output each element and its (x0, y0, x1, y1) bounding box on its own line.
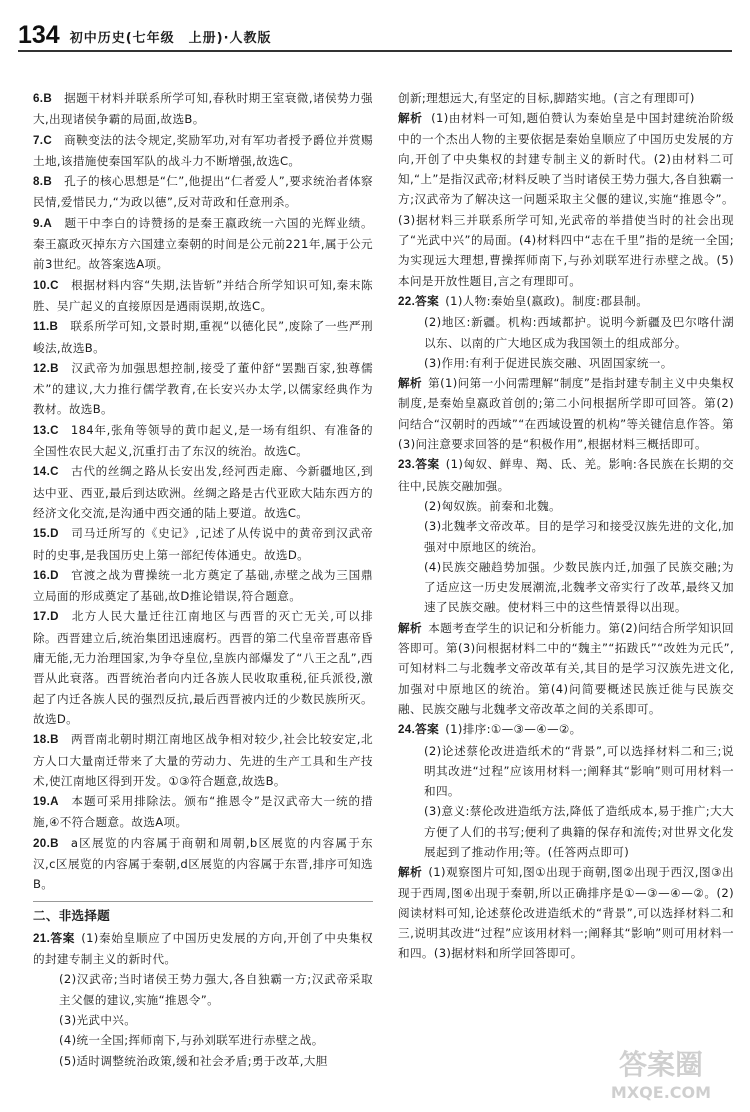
answer-item (33, 565, 373, 607)
book-title: 初中历史(七年级 上册)·人教版 (69, 31, 272, 46)
answer-number: 17.D (33, 610, 59, 624)
answer-line-text: (1)匈奴、鲜卑、羯、氐、羌。影响:各民族在长期的交往中,民族交融加强。 (398, 457, 734, 493)
answer-line (398, 719, 734, 740)
answer-text: 古代的丝绸之路从长安出发,经河西走廊、今新疆地区,到达中亚、西亚,最后到达欧洲。丝绸之路是古代亚欧大陆东西方的经济文化交流,是沟通中西交通的陆上要道。故选C。 (33, 464, 373, 520)
section-title: 二、非选择题 (33, 901, 373, 926)
answer-line (33, 928, 373, 970)
answer-item (33, 420, 373, 462)
answer-text: 北方人民大量迁往江南地区与西晋的灭亡无关,可以排除。西晋建立后,统治集团迅速腐朽。西晋的第二代皇帝晋惠帝昏庸无能,无力治理国家,为争夺皇位,皇族内部爆发了“八王之乱”,西晋从此衰落。西晋统治者向内迁各族人民收取重税,征兵派役,激起了内迁各族人民的强烈反抗,最后西晋被内迁的少数民族所灭。故选D。 (33, 609, 373, 726)
answer-text: 司马迁所写的《史记》,记述了从传说中的黄帝到汉武帝时的史事,是我国历史上第一部纪传体通史。故选D。 (33, 526, 373, 562)
answer-item (33, 171, 373, 213)
analysis-text: 第(1)问第一小问需理解“制度”是指封建专制主义中央集权制度,是秦始皇嬴政首创的;第二小问根据所学即可回答。第(2)问结合“汉朝时的西域”“在西域设置的机构”等关键信息作答。第(3)问注意要求回答的是“积极作用”,根据材料三概括即可。 (398, 376, 734, 452)
analysis-text: (1)由材料一可知,题伯赞认为秦始皇是中国封建统治阶级中的一个杰出人物的主要依据是秦始皇顺应了中国历史发展的方向,开创了中央集权的封建专制主义的新时代。(2)由材料二可知,“上”是指汉武帝;材料反映了当时诸侯王势力强大,各自独霸一方;汉武帝为了解决这一问题采取主父偃的建议,实施“推恩令”。(3)据材料三并联系所学可知,光武帝的举措使当时的社会出现了“光武中兴”的局面。(4)材料四中“志在千里”指的是统一全国;为实现远大理想,曹操挥师南下,与孙刘联军进行赤壁之战。(5)本问是开放性题目,言之有理即可。 (398, 111, 735, 288)
question-21 (33, 928, 373, 1071)
answer-line (33, 969, 373, 1010)
question-number: 21. (33, 931, 51, 945)
answer-number: 7.C (33, 133, 53, 147)
answer-number: 10.C (33, 278, 59, 292)
analysis-text: 本题考查学生的识记和分析能力。第(2)问结合所学知识回答即可。第(3)问根据材料二中的“魏主”“拓跋氏”“改姓为元氏”,可知材料二与北魏孝文帝改革有关,其目的是学习汉族先进文化,加强对中原地区的统治。第(4)问简要概述民族迁徙与民族交融、民族交融与北魏孝文帝改革之间的关系即可。 (398, 620, 735, 716)
answer-text: 184年,张角等领导的黄巾起义,是一场有组织、有准备的全国性农民大起义,沉重打击了东汉的统治。故选C。 (33, 422, 373, 459)
answer-item (33, 791, 373, 833)
answer-item (33, 523, 373, 565)
answer-number: 12.B (33, 361, 59, 375)
q21-continuation: 创新;理想远大,有坚定的目标,脚踏实地。(言之有理即可) (398, 91, 695, 105)
answer-text: a区展览的内容属于商朝和周朝,b区展览的内容属于东汉,c区展览的内容属于秦朝,d区展览的内容属于东晋,排序可知选B。 (33, 835, 373, 892)
page-number: 134 (18, 21, 60, 49)
question-24 (398, 719, 734, 964)
answer-line-text: (3)北魏孝文帝改革。目的是学习和接受汉族先进的文化,加强对中原地区的统治。 (424, 519, 734, 554)
analysis-tag: 解析 (398, 376, 422, 391)
header-divider (18, 50, 732, 52)
answer-line (398, 291, 734, 312)
analysis-tag: 解析 (398, 865, 423, 880)
answer-text: 两晋南北朝时期江南地区战争相对较少,社会比较安定,北方人口大量南迁带来了大量的劳动力、先进的生产工具和生产技术,使江南地区得到开发。①③符合题意,故选B。 (33, 732, 373, 788)
answer-text: 据题干材料并联系所学可知,春秋时期王室衰微,诸侯势力强大,出现诸侯争霸的局面,故选B。 (33, 91, 373, 127)
answer-line (398, 353, 734, 373)
question-number: 23. (398, 458, 416, 472)
answer-line (398, 741, 734, 802)
answer-text: 汉武帝为加强思想控制,接受了董仲舒“罢黜百家,独尊儒术”的建议,大力推行儒学教育,在长安兴办太学,以儒家经典作为教材。故选B。 (33, 360, 373, 417)
answer-number: 18.B (33, 733, 59, 747)
answer-item (33, 833, 373, 895)
watermark-text-1: 答案圈 (618, 1048, 704, 1081)
analysis (398, 862, 734, 963)
answer-line (398, 516, 734, 557)
answer-line-text: (3)意义:蔡伦改进造纸方法,降低了造纸成本,易于推广;大大方便了人们的书写;便利了典籍的保存和流传;对世界文化发展起到了推动作用;等。(任答两点即可) (424, 804, 734, 859)
answer-line (33, 1030, 373, 1050)
analysis (398, 373, 734, 454)
question-number: 22. (398, 294, 416, 308)
answer-line (398, 454, 734, 496)
answer-item (33, 606, 373, 729)
answer-line-text: (1)秦始皇顺应了中国历史发展的方向,开创了中央集权的封建专制主义的新时代。 (33, 930, 373, 967)
answer-number: 13.C (33, 423, 59, 437)
answer-line (33, 1010, 373, 1030)
answer-tag: 答案 (415, 293, 440, 308)
answer-line (33, 1051, 373, 1071)
answer-text: 联系所学可知,文景时期,重视“以德化民”,废除了一些严刑峻法,故选B。 (33, 319, 373, 355)
answer-item (33, 130, 373, 172)
answer-item (33, 88, 373, 130)
answer-number: 16.D (33, 568, 59, 582)
answer-number: 15.D (33, 527, 59, 541)
answer-item (33, 729, 373, 791)
answer-tag: 答案 (415, 722, 440, 737)
answer-number: 11.B (33, 320, 59, 334)
answer-item (33, 275, 373, 317)
answer-text: 官渡之战为曹操统一北方奠定了基础,赤壁之战为三国鼎立局面的形成奠定了基础,故D推论错误,符合题意。 (33, 567, 373, 604)
answer-line (398, 557, 734, 618)
answer-text: 根据材料内容“失期,法皆斩”并结合所学知识可知,秦末陈胜、吴广起义的直接原因是遇雨误期,故选C。 (33, 277, 373, 313)
answer-line-text: (2)匈奴族。前秦和北魏。 (424, 498, 561, 513)
question-22 (398, 291, 734, 454)
answer-line-text: (3)光武中兴。 (59, 1013, 137, 1028)
answer-text: 本题可采用排除法。颁布“推恩令”是汉武帝大一统的措施,④不符合题意。故选A项。 (33, 794, 373, 830)
analysis-tag: 解析 (398, 111, 423, 126)
answer-line-text: (5)适时调整统治政策,缓和社会矛盾;勇于改革,大胆 (59, 1053, 328, 1068)
answer-tag: 答案 (415, 457, 440, 472)
answer-line-text: (1)人物:秦始皇(嬴政)。制度:郡县制。 (445, 293, 649, 308)
answer-line-text: (2)论述蔡伦改进造纸术的“背景”,可以选择材料二和三;说明其改进“过程”应该用材料一;阐释其“影响”则可用材料一和四。 (424, 743, 734, 799)
answer-text: 商鞅变法的法令规定,奖励军功,对有军功者授予爵位并赏赐土地,该措施使秦国军队的战斗力不断增强,故选C。 (33, 132, 373, 168)
analysis-tag: 解析 (398, 620, 423, 635)
question-23 (398, 454, 734, 719)
answer-tag: 答案 (50, 930, 76, 945)
left-column (33, 88, 373, 1071)
q21-analysis (398, 108, 734, 291)
answer-line (398, 496, 734, 516)
right-column (398, 88, 734, 964)
analysis-text: (1)观察图片可知,图①出现于商朝,图②出现于西汉,图③出现于西周,图④出现于秦朝,所以正确排序是①—③—④—②。(2)阅读材料可知,论述蔡伦改进造纸术的“背景”,可以选择材料二和三,说明其改进“过程”应该用材料一;阐释其“影响”则可用材料一和四。(3)据材料和所学回答即可。 (398, 865, 734, 961)
answer-line (398, 312, 734, 353)
answer-item (33, 316, 373, 358)
answer-line-text: (2)地区:新疆。机构:西域都护。说明今新疆及巴尔喀什湖以东、以南的广大地区成为我国领土的组成部分。 (424, 315, 734, 350)
answer-number: 14.C (33, 465, 59, 479)
answer-line-text: (3)作用:有利于促进民族交融、巩固国家统一。 (424, 355, 673, 370)
answer-line-text: (1)排序:①—③—④—②。 (445, 722, 582, 737)
answer-number: 20.B (33, 836, 59, 850)
answer-item (33, 358, 373, 420)
answer-number: 8.B (33, 175, 53, 189)
answer-item (33, 213, 373, 275)
question-number: 24. (398, 723, 416, 737)
answer-text: 题干中李白的诗赞扬的是秦王嬴政统一六国的光辉业绩。秦王嬴政灭掉东方六国建立秦朝的时间是公元前221年,属于公元前3世纪。故答案选A项。 (33, 215, 373, 272)
watermark-logo (586, 1042, 736, 1104)
answer-number: 9.A (33, 216, 53, 230)
answer-item (33, 461, 373, 523)
answer-number: 6.B (33, 92, 53, 105)
answer-line-text: (4)统一全国;挥师南下,与孙刘联军进行赤壁之战。 (59, 1033, 324, 1048)
watermark-text-2: MXQE.COM (610, 1083, 712, 1102)
answer-line (398, 801, 734, 862)
answer-line-text: (4)民族交融趋势加强。少数民族内迁,加强了民族交融;为了适应这一历史发展潮流,北魏孝文帝实行了改革,最终又加速了民族交融。使材料三中的这些情景得以出现。 (424, 559, 734, 615)
answer-line-text: (2)汉武帝;当时诸侯王势力强大,各自独霸一方;汉武帝采取主父偃的建议,实施“推恩令”。 (59, 972, 373, 1007)
answer-text: 孔子的核心思想是“仁”,他提出“仁者爱人”,要求统治者体察民情,爱惜民力,“为政以德”,反对苛政和任意刑杀。 (33, 174, 373, 210)
page-header (18, 8, 732, 48)
analysis (398, 618, 734, 719)
answer-number: 19.A (33, 795, 59, 809)
